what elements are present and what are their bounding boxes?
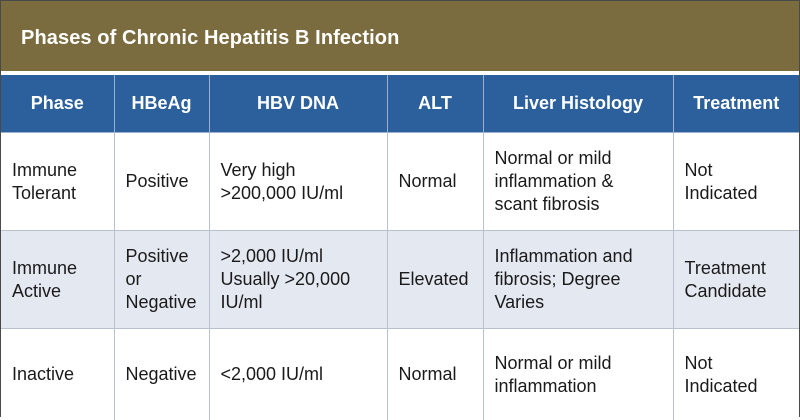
column-header-liver-histology: Liver Histology bbox=[483, 75, 673, 133]
cell-liver-histology: Normal or mild inflammation bbox=[483, 329, 673, 420]
cell-hbv-dna: <2,000 IU/ml bbox=[209, 329, 387, 420]
table-row-inactive bbox=[1, 329, 799, 420]
cell-alt: Normal bbox=[387, 133, 483, 231]
cell-hbeag: Negative bbox=[114, 329, 209, 420]
cell-treatment: Not Indicated bbox=[673, 329, 799, 420]
cell-hbeag: Positive bbox=[114, 133, 209, 231]
table-row-immune-tolerant bbox=[1, 133, 799, 231]
cell-alt: Elevated bbox=[387, 231, 483, 329]
header-row bbox=[1, 75, 799, 133]
cell-phase: Immune Tolerant bbox=[1, 133, 114, 231]
table-title: Phases of Chronic Hepatitis B Infection bbox=[21, 27, 399, 49]
cell-treatment: Not Indicated bbox=[673, 133, 799, 231]
cell-hbv-dna: Very high >200,000 IU/ml bbox=[209, 133, 387, 231]
column-header-treatment: Treatment bbox=[673, 75, 799, 133]
cell-liver-histology: Normal or mild inflammation & scant fibrosis bbox=[483, 133, 673, 231]
title-bar bbox=[1, 1, 799, 75]
cell-phase: Immune Active bbox=[1, 231, 114, 329]
cell-hbeag: Positive or Negative bbox=[114, 231, 209, 329]
cell-phase: Inactive bbox=[1, 329, 114, 420]
cell-liver-histology: Inflammation and fibrosis; Degree Varies bbox=[483, 231, 673, 329]
column-header-hbv-dna: HBV DNA bbox=[209, 75, 387, 133]
cell-hbv-dna: >2,000 IU/ml Usually >20,000 IU/ml bbox=[209, 231, 387, 329]
cell-alt: Normal bbox=[387, 329, 483, 420]
hepatitis-phases-table bbox=[1, 75, 799, 420]
column-header-phase: Phase bbox=[1, 75, 114, 133]
column-header-alt: ALT bbox=[387, 75, 483, 133]
column-header-hbeag: HBeAg bbox=[114, 75, 209, 133]
table-row-immune-active bbox=[1, 231, 799, 329]
cell-treatment: Treatment Candidate bbox=[673, 231, 799, 329]
